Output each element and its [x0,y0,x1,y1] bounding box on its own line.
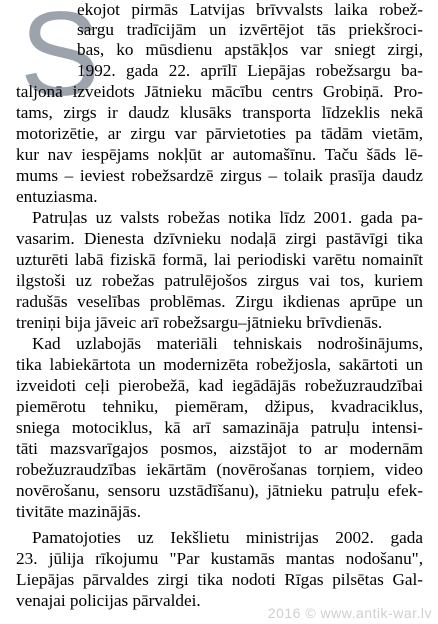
paragraph-1-line-10: entuziasma. [16,187,98,206]
paragraph-2-line-4: ilgstoši uz robežas patrulējošos zirgus vai tos, kuriem [16,271,423,290]
paragraph-1-line-5: taljonā izveidots Jātnieku mācību centrs Grobiņā. Pro- [16,82,423,101]
paragraph-3-line-9: tivitāte mazinājās. [16,502,142,521]
paragraph-4-line-3: Liepājas pārvaldes zirgi tika nodoti Rīgas pilsētas Gal- [16,570,423,589]
paragraph-2-line-1: Patruļas uz valsts robežas notika līdz 2001. gada pa- [32,208,423,227]
paragraph-3-line-7: robežuzraudzības iekārtām (novērošanas torņiem, video [16,460,423,479]
paragraph-4-line-4: venajai policijas pārvaldei. [16,591,201,610]
paragraph-2-line-5: radušās veselības problēmas. Zirgu ikdienas aprūpe un [16,292,423,311]
paragraph-4-line-1: Pamatojoties uz Iekšlietu ministrijas 2002. gada [32,528,423,547]
paragraph-1-line-9: mums – ieviest robežsardzē zirgus – tolaik prasīja daudz [16,166,423,185]
paragraph-2-line-3: uzturēti labā fiziskā formā, lai periodiski varētu nomainīt [16,250,423,269]
watermark: 2016 © www.antik-war.lv [267,605,432,621]
paragraph-2-line-6: treniņi bija jāveic arī robežsargu–jātnieku brīvdienās. [16,313,383,332]
paragraph-1-line-4: 1992. gada 22. aprīlī Liepājas robežsargu ba- [77,61,423,80]
paragraph-3-line-6: tāti mazsvarīgajos posmos, aizstājot to ar modernām [16,439,423,458]
paragraph-3-line-8: novērošanu, sensoru uzstādīšanu), jātnieku patruļu efek- [16,481,423,500]
paragraph-3-line-3: izveidoti ceļi pierobežā, kad iegādājās robežuzraudzībai [16,376,423,395]
drop-cap: S [20,0,101,121]
paragraph-2-line-2: vasarim. Dienesta dzīvnieku nodaļā zirgi pastāvīgi tika [16,229,423,248]
paragraph-1-line-6: tams, zirgs ir daudz klusāks transporta līdzeklis nekā [16,103,423,122]
paragraph-3-line-1: Kad uzlabojās materiāli tehniskais nodrošinājums, [32,334,423,353]
paragraph-3-line-2: tika labiekārtota un modernizēta robežjosla, sakārtoti un [16,355,423,374]
paragraph-4-line-2: 23. jūlija rīkojumu "Par kustamās mantas nodošanu", [16,549,423,568]
paragraph-1-line-2: sargu tradīcijām un izvērtējot tās priekšroci- [77,20,423,39]
paragraph-1-line-1: ekojot pirmās Latvijas brīvvalsts laika robež- [77,0,423,19]
paragraph-3-line-5: sniega motociklus, kā arī samazināja patruļu intensi- [16,418,423,437]
paragraph-3-line-4: piemērotu tehniku, piemēram, džipus, kvadraciklus, [16,397,423,416]
paragraph-1-line-3: bas, ko mūsdienu apstākļos var sniegt zirgi, [77,40,423,59]
paragraph-1-line-7: motorizētie, ar zirgu var pārvietoties pa tādām vietām, [16,124,423,143]
paragraph-1-line-8: kur nav iespējams nokļūt ar automašīnu. Taču šāds lē- [16,145,423,164]
